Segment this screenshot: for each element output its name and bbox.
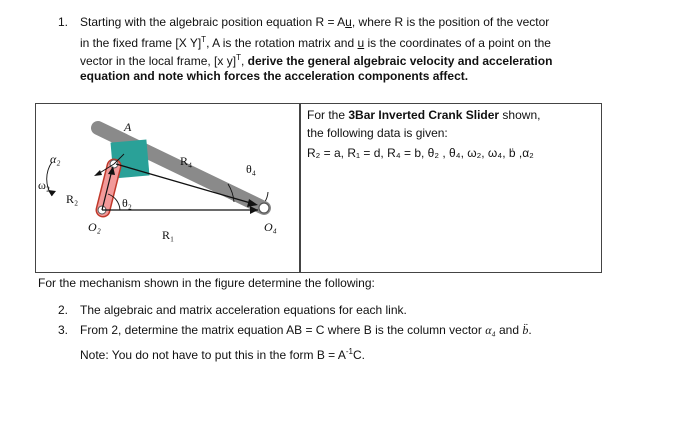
question-2-text: The algebraic and matrix acceleration equations for each link. xyxy=(80,303,407,317)
label-r1: R₁ xyxy=(162,228,175,242)
question-1-line-4: equation and note which forces the acceleration components affect. xyxy=(80,69,469,83)
label-a: A xyxy=(124,120,132,134)
pin-o4 xyxy=(259,203,269,213)
question-1-line-1: Starting with the algebraic position equation R = Au, where R is the position of the vector xyxy=(80,15,550,29)
instructions: For the mechanism shown in the figure determine the following: xyxy=(38,276,375,290)
given-line-1: For the 3Bar Inverted Crank Slider shown, xyxy=(307,108,541,122)
label-alpha2: α₂ xyxy=(50,152,61,166)
question-1-line-2: in the fixed frame [X Y]$^T$, A is the rotation matrix and u is the coordinates of a point on the xyxy=(80,35,551,50)
question-2-number: 2. xyxy=(58,303,69,317)
mechanism-diagram xyxy=(36,104,299,272)
label-o4: O₄ xyxy=(264,220,277,234)
question-3-text: From 2, determine the matrix equation AB = C where B is the column vector α₄ and b̈. xyxy=(80,323,532,337)
question-1-line-3: vector in the local frame, [x y]$^T$, derive the general algebraic velocity and acceleration xyxy=(80,53,553,68)
label-r2: R₂ xyxy=(66,192,79,206)
question-3-number: 3. xyxy=(58,323,69,337)
label-theta4: θ₄ xyxy=(246,162,256,176)
label-r4: R₄ xyxy=(180,154,193,168)
given-line-3: R₂ = a, R₁ = d, R₄ = b, θ₂ , θ₄, ω₂, ω₄, ḃ ,α₂ xyxy=(307,146,534,160)
question-1-number: 1. xyxy=(58,15,69,29)
note: Note: You do not have to put this in the form $B = A^{-1}C$. xyxy=(80,347,365,362)
mechanism-figure xyxy=(35,103,300,273)
label-o2: O₂ xyxy=(88,220,101,234)
label-theta2: θ₂ xyxy=(122,196,132,210)
given-data-box xyxy=(300,103,602,273)
given-line-2: the following data is given: xyxy=(307,126,448,140)
label-omega2: ω₂ xyxy=(38,178,51,192)
